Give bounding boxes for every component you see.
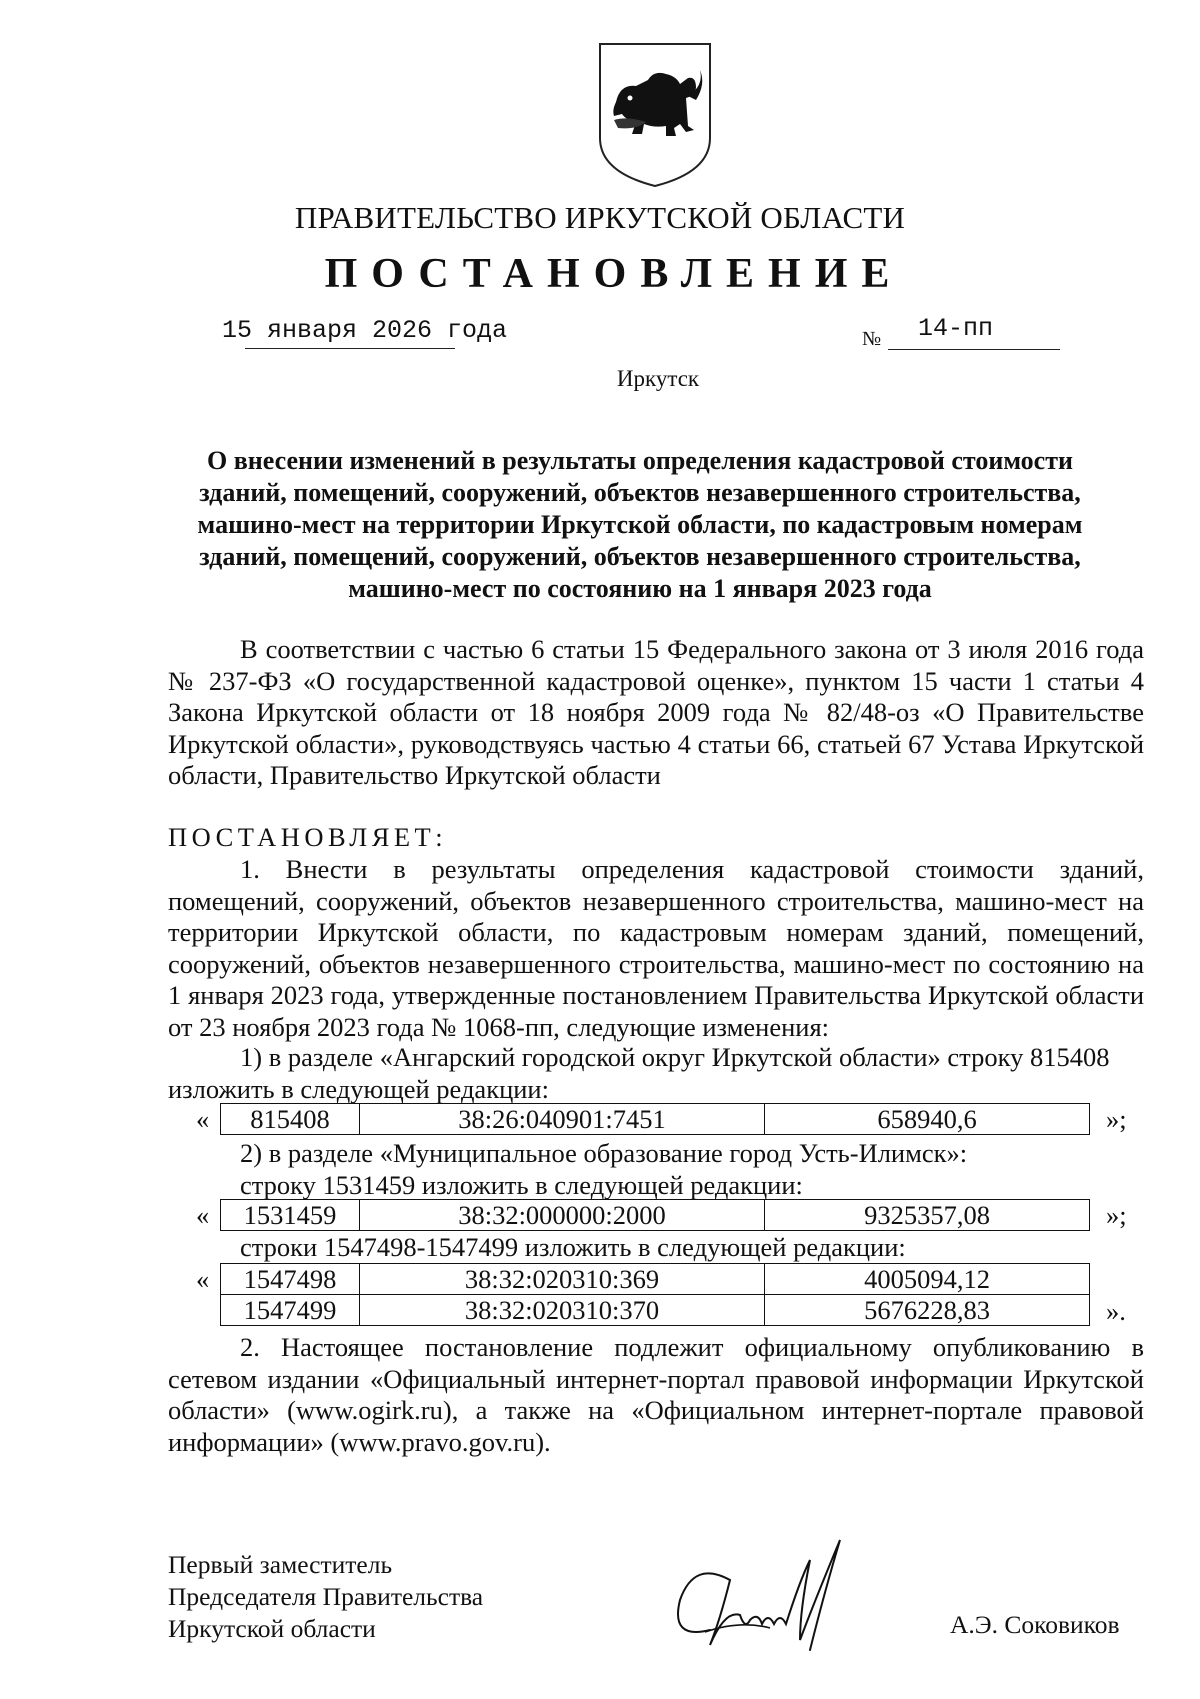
row-id-cell: 1547499 [221, 1295, 360, 1326]
subitem-2-line-2: строку 1531459 изложить в следующей редакции: [240, 1170, 803, 1200]
date-underline [245, 348, 455, 349]
document-date: 15 января 2026 года [222, 316, 508, 345]
cadastral-table-2 [220, 1199, 1090, 1231]
table-row [221, 1295, 1090, 1326]
item-2-paragraph: 2. Настоящее постановление подлежит официальному опубликованию в сетевом издании «Официальный интернет-портал правовой информации Иркутской области» (www.ogirk.ru), а также на «Официальном интернет-портале правовой информации» (www.pravo.gov.ru). [168, 1332, 1144, 1457]
preamble-paragraph [168, 634, 1144, 792]
document-number: 14-пп [918, 314, 994, 343]
number-sign: № [862, 328, 882, 350]
table-3-close-quote: ». [1106, 1296, 1126, 1326]
table-row [221, 1264, 1090, 1295]
row-id-cell: 1547498 [221, 1264, 360, 1295]
table-3-open-quote: « [196, 1264, 210, 1294]
subitem-1-line-2: изложить в следующей редакции: [168, 1074, 549, 1104]
subitem-1-line: 1) в разделе «Ангарский городской округ Иркутской области» строку 815408 [240, 1042, 1110, 1072]
table-2-close-quote: »; [1106, 1200, 1127, 1230]
subitem-2-line: 2) в разделе «Муниципальное образование город Усть-Илимск»: [240, 1138, 968, 1168]
cadastral-number-cell: 38:26:040901:7451 [360, 1104, 765, 1135]
resolves-heading: ПОСТАНОВЛЯЕТ: [168, 822, 448, 852]
cadastral-value-cell: 9325357,08 [765, 1200, 1090, 1231]
cadastral-number-cell: 38:32:020310:369 [360, 1264, 765, 1295]
cadastral-value-cell: 4005094,12 [765, 1264, 1090, 1295]
row-id-cell: 815408 [221, 1104, 360, 1135]
subitem-2-line-3: строки 1547498-1547499 изложить в следующей редакции: [240, 1232, 906, 1262]
coat-of-arms-icon [596, 40, 714, 190]
cadastral-value-cell: 658940,6 [765, 1104, 1090, 1135]
document-subject: О внесении изменений в результаты определения кадастровой стоимости зданий, помещений, сооружений, объектов незавершенного строительства, машино-мест на территории Иркутской области, по кадастровым номерам зданий, помещений, сооружений, объектов незавершенного строительства, машино-мест по состоянию на 1 января 2023 года [197, 446, 1083, 603]
signer-position-line: Первый заместитель [168, 1550, 393, 1579]
table-row [221, 1104, 1090, 1135]
item-1-paragraph: 1. Внести в результаты определения кадастровой стоимости зданий, помещений, сооружений, объектов незавершенного строительства, машино-мест на территории Иркутской области, по кадастровым номерам зданий, помещений, сооружений, объектов незавершенного строительства, машино-мест по состоянию на 1 января 2023 года, утвержденные постановлением Правительства Иркутской области от 23 ноября 2023 года № 1068-пп, следующие изменения: [168, 854, 1144, 1042]
document-type: ПОСТАНОВЛЕНИЕ [324, 251, 904, 297]
signer-position-line: Иркутской области [168, 1614, 376, 1643]
table-1-open-quote: « [196, 1104, 210, 1134]
signer-position-line: Председателя Правительства [168, 1582, 484, 1611]
cadastral-number-cell: 38:32:020310:370 [360, 1295, 765, 1326]
table-1-close-quote: »; [1106, 1104, 1127, 1134]
government-title: ПРАВИТЕЛЬСТВО ИРКУТСКОЙ ОБЛАСТИ [294, 200, 906, 235]
preamble-text: В соответствии с частью 6 статьи 15 Федерального закона от 3 июля 2016 года № 237-ФЗ «О государственной кадастровой оценке», пунктом 15 части 1 статьи 4 Закона Иркутской области от 18 ноября 2009 года № 82/48-оз «О Правительстве Иркутской области», руководствуясь частью 4 статьи 66, статьей 67 Устава Иркутской области, Правительство Иркутской области [168, 634, 1144, 790]
cadastral-table-3 [220, 1263, 1090, 1326]
handwritten-signature-icon [650, 1520, 890, 1670]
cadastral-number-cell: 38:32:000000:2000 [360, 1200, 765, 1231]
signer-position [168, 1549, 483, 1645]
row-id-cell: 1531459 [221, 1200, 360, 1231]
signer-name: А.Э. Соковиков [950, 1610, 1120, 1639]
table-2-open-quote: « [196, 1200, 210, 1230]
table-row [221, 1200, 1090, 1231]
cadastral-table-1 [220, 1103, 1090, 1135]
number-underline [888, 349, 1060, 350]
document-city: Иркутск [616, 366, 700, 391]
cadastral-value-cell: 5676228,83 [765, 1295, 1090, 1326]
